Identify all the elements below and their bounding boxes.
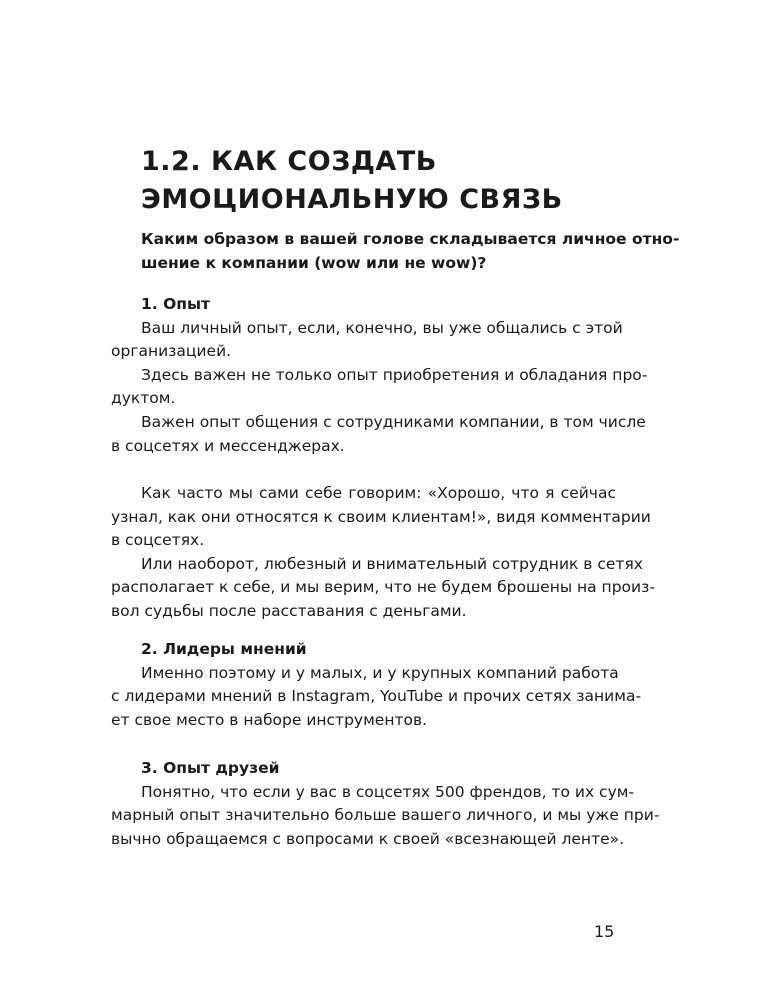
page-number: 15 bbox=[594, 922, 615, 941]
paragraph-line: Важен опыт общения с сотрудниками компании, в том числе bbox=[141, 412, 646, 431]
paragraph-line: с лидерами мнений в Instagram, YouTube и прочих сетях занима- bbox=[111, 687, 642, 706]
paragraph-line: Понятно, что если у вас в соцсетях 500 френдов, то их сум- bbox=[141, 782, 635, 801]
paragraph-line: Ваш личный опыт, если, конечно, вы уже общались с этой bbox=[141, 318, 623, 337]
paragraph-line: вычно обращаемся с вопросами к своей «всезнающей ленте». bbox=[111, 829, 625, 848]
paragraph-line: вол судьбы после расставания с деньгами. bbox=[111, 601, 467, 620]
section-heading: 1. Опыт bbox=[141, 295, 210, 313]
section-opinion-leaders bbox=[111, 638, 642, 732]
section-experience bbox=[111, 293, 648, 458]
paragraph-line: в соцсетях. bbox=[111, 531, 205, 550]
paragraph-line: организацией. bbox=[111, 342, 232, 361]
chapter-title-line: ЭМОЦИОНАЛЬНУЮ СВЯЗЬ bbox=[141, 184, 563, 215]
chapter-title bbox=[141, 143, 621, 219]
paragraph-line: Или наоборот, любезный и внимательный сотрудник в сетях bbox=[141, 554, 643, 573]
paragraph-line: Здесь важен не только опыт приобретения и обладания про- bbox=[141, 365, 648, 384]
section-heading: 2. Лидеры мнений bbox=[141, 640, 307, 658]
paragraph-line: располагает к себе, и мы верим, что не будем брошены на произ- bbox=[111, 578, 655, 597]
section-friends-experience bbox=[111, 757, 660, 851]
paragraph-line: Именно поэтому и у малых, и у крупных компаний работа bbox=[141, 663, 619, 682]
section-experience-continued bbox=[111, 482, 655, 624]
lead-question-line: Каким образом в вашей голове складывается личное отно- bbox=[141, 230, 680, 248]
lead-question-line: шение к компании (wow или не wow)? bbox=[141, 253, 487, 272]
section-heading: 3. Опыт друзей bbox=[141, 759, 280, 777]
chapter-title-line: 1.2. КАК СОЗДАТЬ bbox=[141, 146, 437, 177]
paragraph-line: дуктом. bbox=[111, 389, 176, 408]
paragraph-line: ет свое место в наборе инструментов. bbox=[111, 710, 428, 729]
paragraph-line: узнал, как они относятся к своим клиентам!», видя комментарии bbox=[111, 507, 651, 526]
paragraph-line: марный опыт значительно больше вашего личного, и мы уже при- bbox=[111, 806, 660, 825]
lead-question bbox=[141, 228, 680, 275]
paragraph-line: в соцсетях и мессенджерах. bbox=[111, 436, 345, 455]
paragraph-line: Как часто мы сами себе говорим: «Хорошо, что я сейчас bbox=[141, 484, 616, 502]
